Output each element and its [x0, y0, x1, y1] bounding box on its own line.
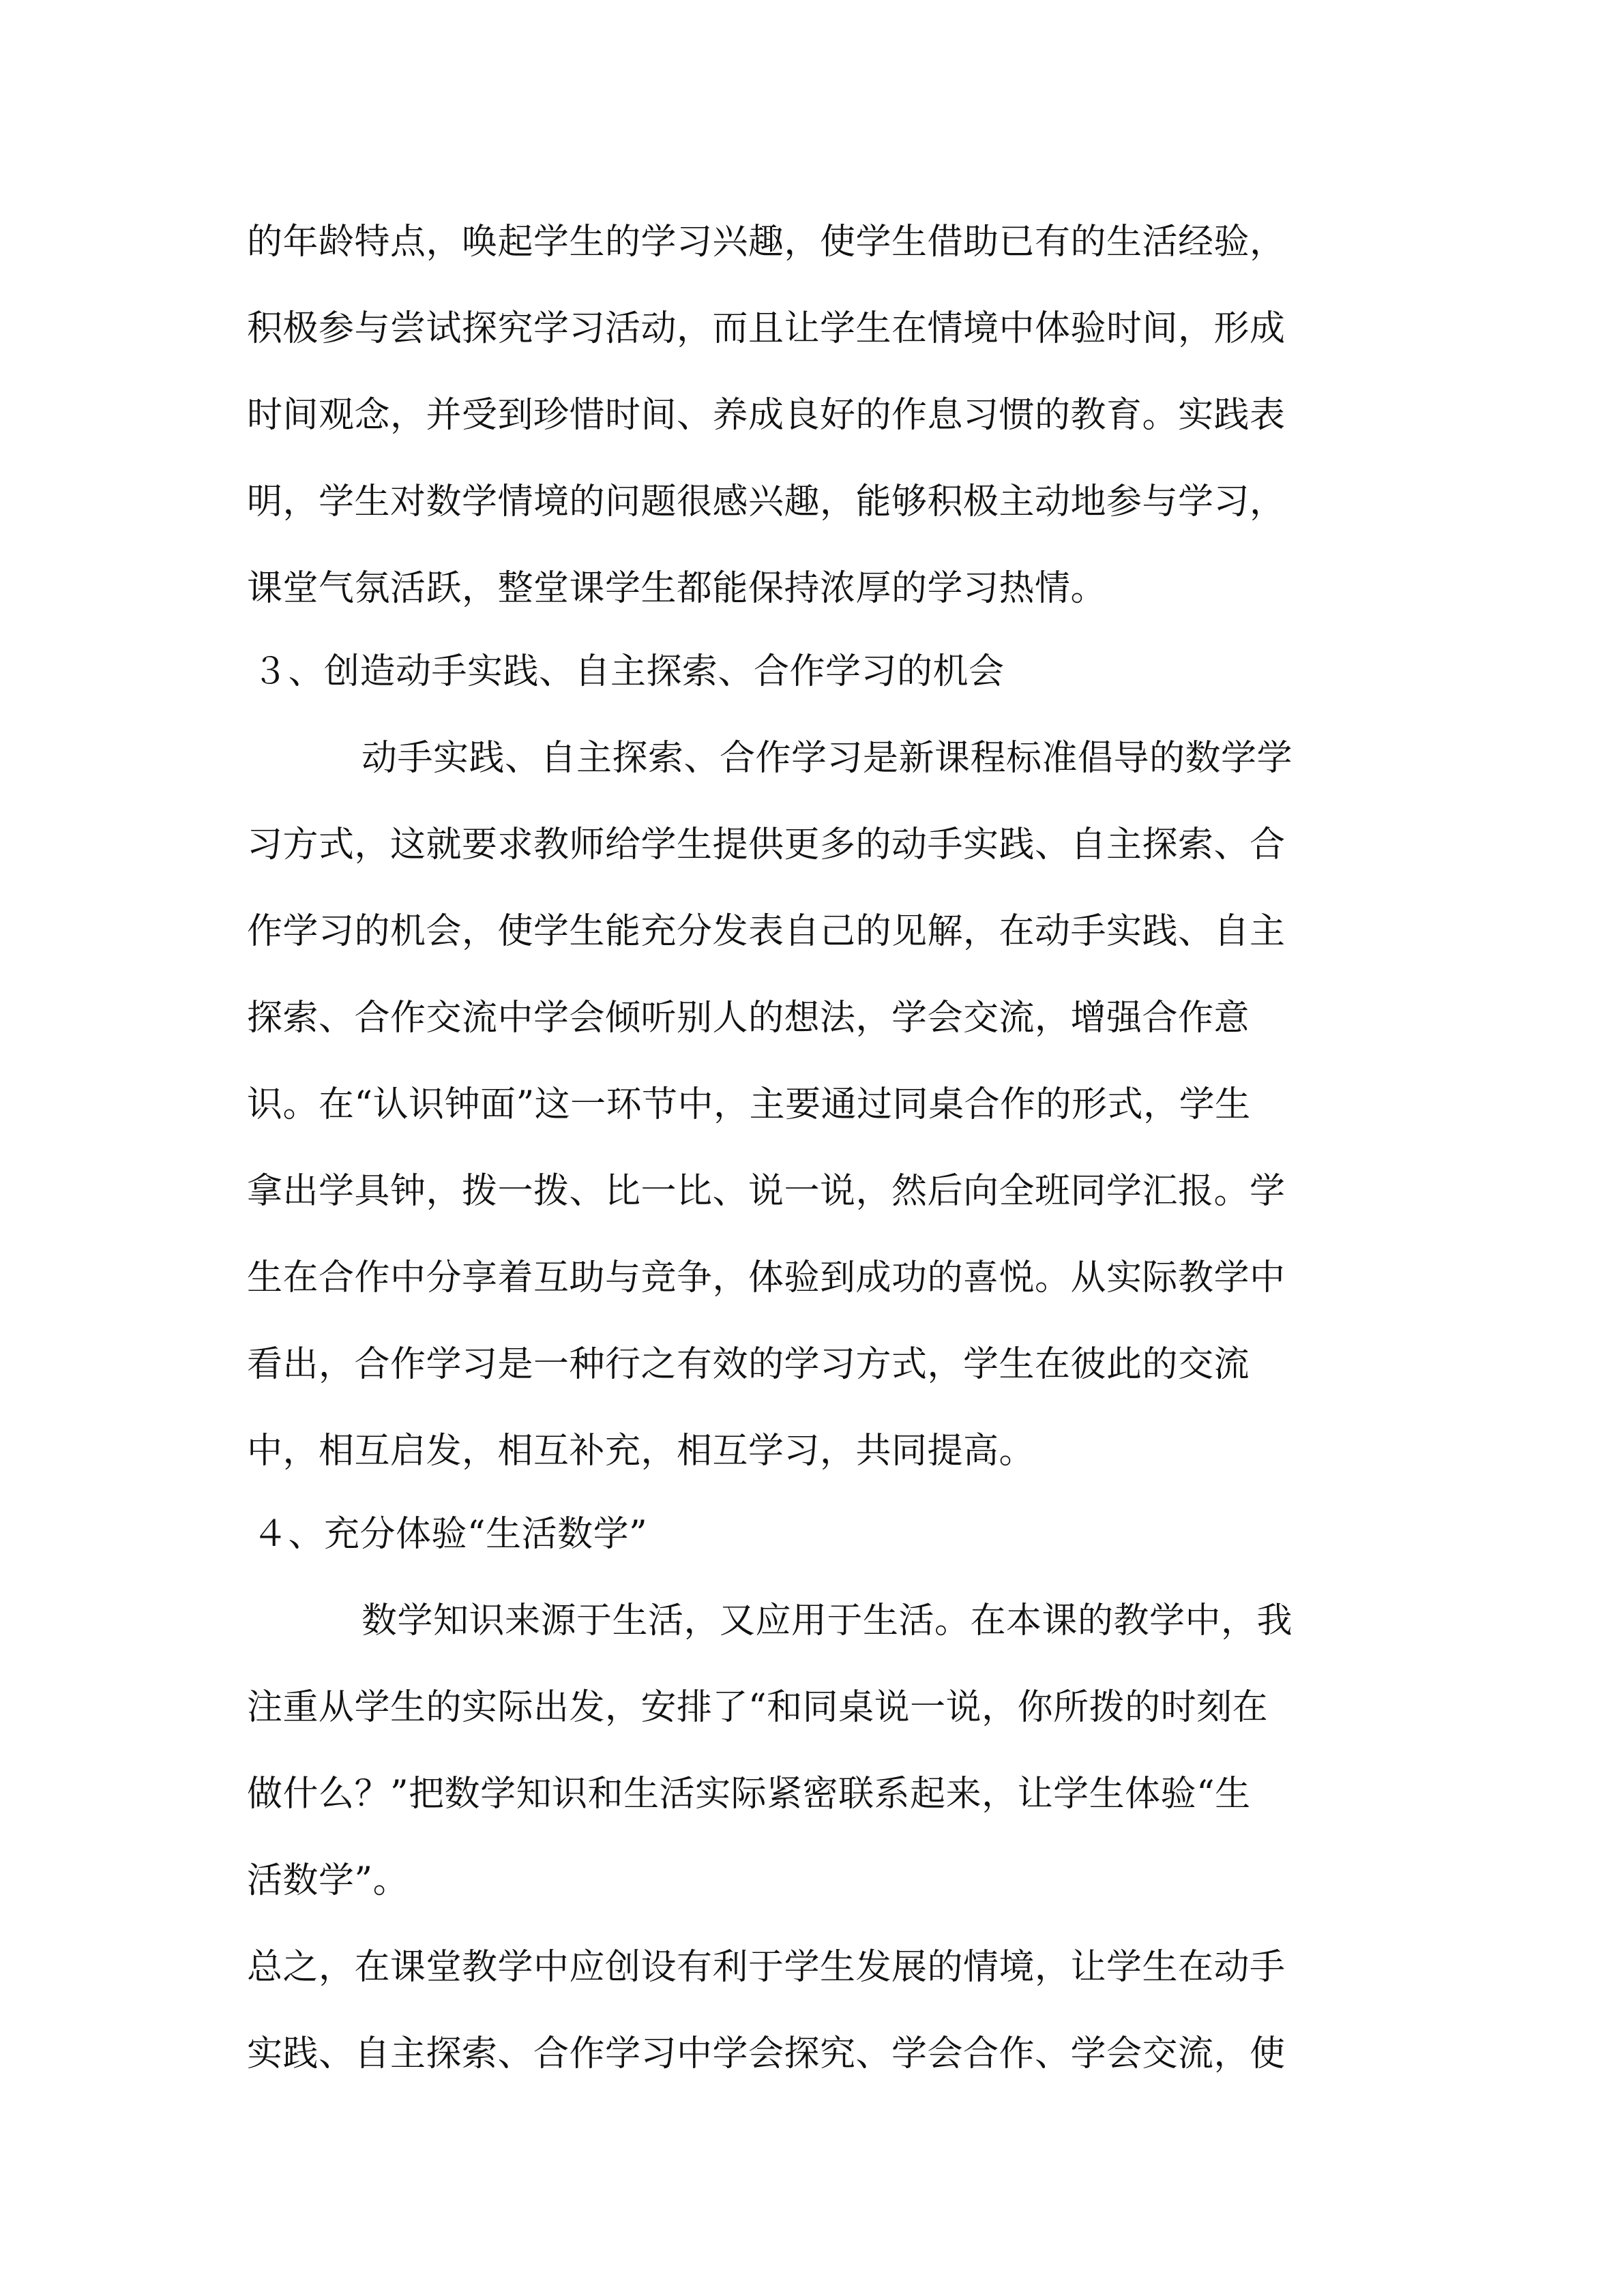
body-line: 生在合作中分享着互助与竞争，体验到成功的喜悦。从实际教学中 [247, 1257, 1286, 1298]
body-line: 时间观念，并受到珍惜时间、养成良好的作息习惯的教育。实践表 [247, 395, 1286, 436]
body-line: 的年龄特点，唤起学生的学习兴趣，使学生借助已有的生活经验， [247, 222, 1286, 263]
body-line: 习方式，这就要求教师给学生提供更多的动手实践、自主探索、合 [247, 824, 1286, 865]
body-line: 课堂气氛活跃，整堂课学生都能保持浓厚的学习热情。 [247, 568, 1107, 609]
body-line: 数学知识来源于生活，又应用于生活。在本课的教学中，我 [361, 1600, 1293, 1641]
body-line: 作学习的机会，使学生能充分发表自己的见解，在动手实践、自主 [247, 911, 1286, 952]
body-line: 总之，在课堂教学中应创设有利于学生发展的情境，让学生在动手 [247, 1947, 1286, 1988]
body-line: 看出，合作学习是一种行之有效的学习方式，学生在彼此的交流 [247, 1344, 1250, 1385]
body-line: 动手实践、自主探索、合作学习是新课程标准倡导的数学学 [361, 738, 1293, 779]
section-heading-4: ４、充分体验“生活数学” [252, 1514, 648, 1555]
body-line: 做什么？”把数学知识和生活实际紧密联系起来，让学生体验“生 [247, 1774, 1251, 1815]
body-line: 积极参与尝试探究学习活动，而且让学生在情境中体验时间，形成 [247, 308, 1286, 349]
body-line: 中，相互启发，相互补充，相互学习，共同提高。 [247, 1431, 1035, 1472]
body-line: 明，学生对数学情境的问题很感兴趣，能够积极主动地参与学习， [247, 481, 1286, 522]
body-line: 注重从学生的实际出发，安排了“和同桌说一说，你所拨的时刻在 [247, 1687, 1269, 1728]
section-heading-3: ３、创造动手实践、自主探索、合作学习的机会 [252, 651, 1005, 692]
body-line: 识。在“认识钟面”这一环节中，主要通过同桌合作的形式，学生 [247, 1084, 1251, 1125]
body-line: 活数学”。 [247, 1860, 409, 1901]
body-line: 拿出学具钟，拨一拨、比一比、说一说，然后向全班同学汇报。学 [247, 1171, 1286, 1212]
body-line: 实践、自主探索、合作学习中学会探究、学会合作、学会交流，使 [247, 2033, 1286, 2074]
body-line: 探索、合作交流中学会倾听别人的想法，学会交流，增强合作意 [247, 998, 1250, 1039]
